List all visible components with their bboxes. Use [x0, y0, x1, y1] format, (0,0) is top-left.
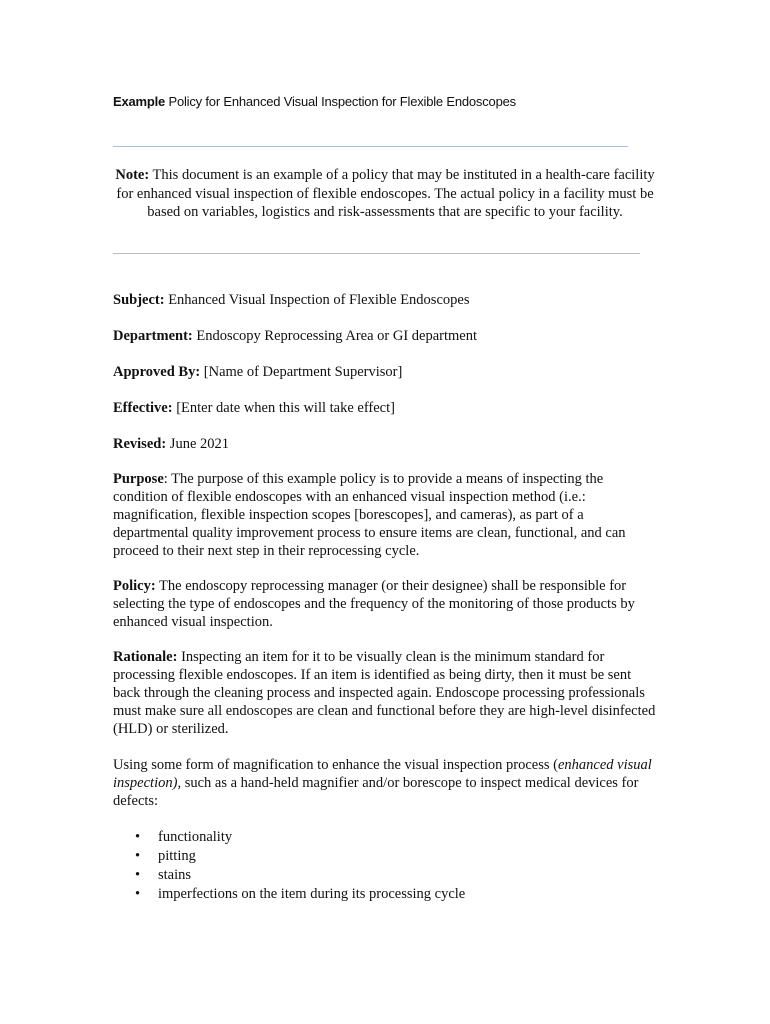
divider-top	[113, 146, 628, 147]
list-item	[113, 866, 465, 885]
policy-label: Policy:	[113, 578, 156, 594]
revised-field	[113, 435, 229, 453]
list-item	[113, 847, 465, 866]
note-text: This document is an example of a policy that may be instituted in a health-care facility for enhanced visual inspection of flexible endoscopes. The actual policy in a facility must be based on variables, logistics and risk-assessments that are specific to your facility.	[116, 167, 655, 220]
list-item-text: pitting	[158, 848, 196, 864]
purpose-text: : The purpose of this example policy is to provide a means of inspecting the condition of flexible endoscopes with an enhanced visual inspection method (i.e.: magnification, flexible inspection scopes [borescopes], and cameras), as part of a departmental quality improvement process to ensure items are clean, functional, and can proceed to their next step in their reprocessing cycle.	[113, 471, 626, 559]
policy-text: The endoscopy reprocessing manager (or their designee) shall be responsible for selecting the type of endoscopes and the frequency of the monitoring of those products by enhanced visual inspection.	[113, 578, 635, 630]
title-bold: Example	[113, 94, 166, 109]
purpose-label: Purpose	[113, 471, 164, 487]
document-title	[113, 94, 516, 109]
approved-by-label: Approved By:	[113, 364, 201, 380]
department-value: Endoscopy Reprocessing Area or GI department	[192, 328, 478, 344]
bullet-icon: •	[135, 829, 141, 845]
rationale-text: Inspecting an item for it to be visually clean is the minimum standard for processing flexible endoscopes. If an item is identified as being dirty, then it must be sent back through the cleaning process and inspected again. Endoscope processing professionals must make sure all endoscopes are clean and functional before they are high-level disinfected (HLD) or sterilized.	[113, 649, 656, 737]
magnification-before: Using some form of magnification to enhance the visual inspection process (	[113, 757, 558, 773]
effective-label: Effective:	[113, 400, 173, 416]
subject-value: Enhanced Visual Inspection of Flexible Endoscopes	[164, 292, 470, 308]
rationale-paragraph	[113, 648, 661, 738]
purpose-paragraph	[113, 470, 661, 560]
department-field	[113, 327, 477, 345]
defect-list	[113, 828, 465, 904]
effective-value: [Enter date when this will take effect]	[172, 400, 395, 416]
title-rest: Policy for Enhanced Visual Inspection for Flexible Endoscopes	[165, 94, 516, 109]
list-item-text: functionality	[158, 829, 233, 845]
list-item-text: imperfections on the item during its processing cycle	[158, 886, 466, 902]
policy-paragraph	[113, 577, 661, 631]
list-item-text: stains	[158, 867, 192, 883]
note-block	[110, 166, 660, 222]
magnification-after: , such as a hand-held magnifier and/or borescope to inspect medical devices for defects:	[113, 775, 639, 809]
subject-label: Subject:	[113, 292, 165, 308]
revised-value: June 2021	[166, 436, 230, 452]
divider-bottom	[113, 253, 640, 254]
bullet-icon: •	[135, 886, 141, 902]
note-label: Note:	[115, 167, 150, 183]
magnification-italic: enhanced visual inspection)	[113, 757, 652, 791]
list-item	[113, 885, 465, 904]
approved-by-field	[113, 363, 402, 381]
bullet-icon: •	[135, 848, 141, 864]
revised-label: Revised:	[113, 436, 167, 452]
approved-by-value: [Name of Department Supervisor]	[200, 364, 403, 380]
department-label: Department:	[113, 328, 193, 344]
list-item	[113, 828, 465, 847]
rationale-label: Rationale:	[113, 649, 178, 665]
bullet-icon: •	[135, 867, 141, 883]
magnification-paragraph	[113, 756, 661, 810]
effective-field	[113, 399, 395, 417]
subject-field	[113, 291, 469, 309]
